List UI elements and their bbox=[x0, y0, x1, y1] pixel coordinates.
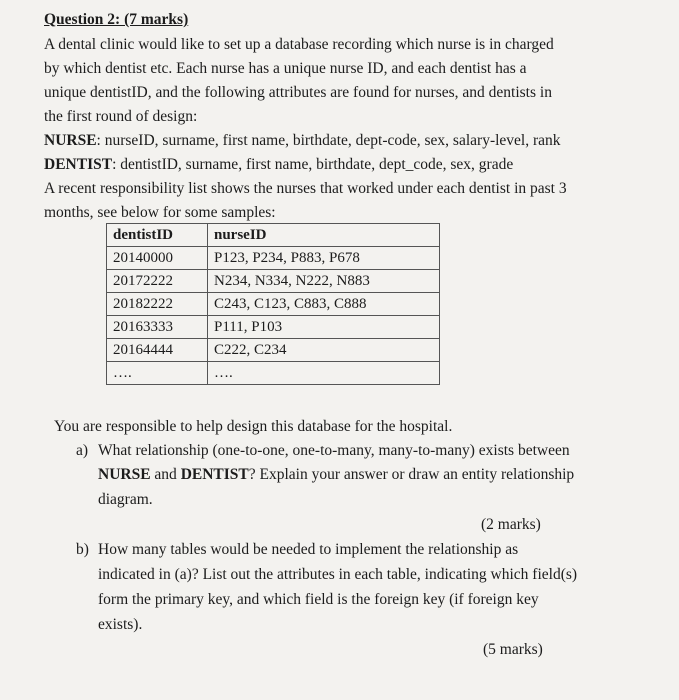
nurse-attributes bbox=[44, 132, 561, 150]
part-a-line bbox=[98, 466, 574, 484]
intro-line: unique dentistID, and the following attributes are found for nurses, and dentists in bbox=[44, 84, 552, 101]
part-b-marker: b) bbox=[76, 541, 89, 558]
cell-dentist-id: 20164444 bbox=[107, 339, 208, 362]
list-line: A recent responsibility list shows the nurses that worked under each dentist in past 3 bbox=[44, 180, 567, 197]
table-row bbox=[107, 247, 440, 270]
cell-dentist-id: 20172222 bbox=[107, 270, 208, 293]
task-intro: You are responsible to help design this database for the hospital. bbox=[54, 418, 453, 435]
cell-dentist-id: 20140000 bbox=[107, 247, 208, 270]
table-row bbox=[107, 339, 440, 362]
list-line: months, see below for some samples: bbox=[44, 204, 276, 221]
cell-nurse-ids: C243, C123, C883, C888 bbox=[208, 293, 440, 316]
nurse-attrs: : nurseID, surname, first name, birthdate, dept-code, sex, salary-level, rank bbox=[96, 132, 561, 149]
table-header-row bbox=[107, 224, 440, 247]
part-b-line: form the primary key, and which field is the foreign key (if foreign key bbox=[98, 591, 539, 608]
table-row bbox=[107, 316, 440, 339]
table-row bbox=[107, 293, 440, 316]
dentist-label: DENTIST bbox=[44, 156, 113, 173]
question-title: Question 2: (7 marks) bbox=[44, 11, 189, 28]
cell-nurse-ids: …. bbox=[208, 362, 440, 385]
intro-line: the first round of design: bbox=[44, 108, 198, 125]
table-row bbox=[107, 270, 440, 293]
part-a-line: diagram. bbox=[98, 491, 153, 508]
part-b-line: indicated in (a)? List out the attributes in each table, indicating which field(s) bbox=[98, 566, 578, 583]
cell-dentist-id: 20182222 bbox=[107, 293, 208, 316]
cell-nurse-ids: P111, P103 bbox=[208, 316, 440, 339]
part-a-line: What relationship (one-to-one, one-to-many, many-to-many) exists between bbox=[98, 442, 570, 459]
nurse-entity: NURSE bbox=[98, 466, 151, 483]
part-a-rest: ? Explain your answer or draw an entity relationship bbox=[248, 466, 575, 483]
responsibility-table bbox=[106, 223, 440, 385]
part-a-marks: (2 marks) bbox=[481, 516, 541, 533]
cell-dentist-id: …. bbox=[107, 362, 208, 385]
cell-nurse-ids: P123, P234, P883, P678 bbox=[208, 247, 440, 270]
cell-nurse-ids: N234, N334, N222, N883 bbox=[208, 270, 440, 293]
header-dentist-id: dentistID bbox=[107, 224, 208, 247]
part-a-marker: a) bbox=[76, 442, 89, 459]
header-nurse-id: nurseID bbox=[208, 224, 440, 247]
intro-line: by which dentist etc. Each nurse has a unique nurse ID, and each dentist has a bbox=[44, 60, 527, 77]
table-row bbox=[107, 362, 440, 385]
dentist-attributes bbox=[44, 156, 513, 174]
part-b-marks: (5 marks) bbox=[483, 641, 543, 658]
dentist-entity: DENTIST bbox=[180, 466, 249, 483]
cell-dentist-id: 20163333 bbox=[107, 316, 208, 339]
part-b-line: How many tables would be needed to implement the relationship as bbox=[98, 541, 519, 558]
dentist-attrs: : dentistID, surname, first name, birthdate, dept_code, sex, grade bbox=[112, 156, 514, 173]
nurse-label: NURSE bbox=[44, 132, 97, 149]
intro-line: A dental clinic would like to set up a database recording which nurse is in charged bbox=[44, 36, 554, 53]
part-b-line: exists). bbox=[98, 616, 143, 633]
cell-nurse-ids: C222, C234 bbox=[208, 339, 440, 362]
and-word: and bbox=[150, 466, 181, 483]
